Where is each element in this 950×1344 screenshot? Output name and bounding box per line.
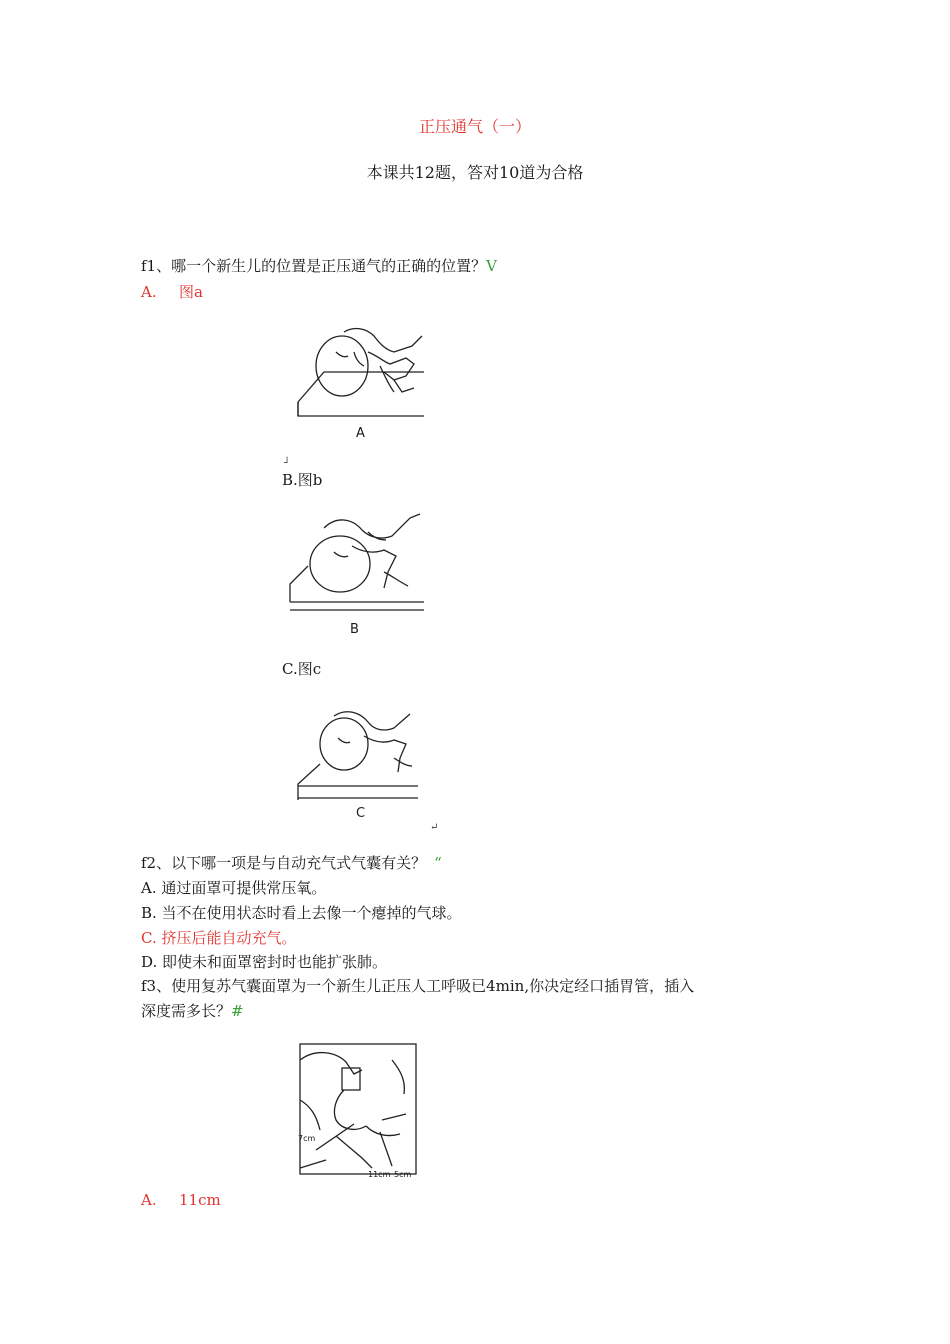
option-a-text: 图a: [179, 283, 203, 301]
question-2-option-a: A. 通过面罩可提供常压氧。: [141, 879, 327, 897]
question-1-option-c: C.图c: [282, 660, 322, 678]
document-subtitle: 本课共12题，答对10道为合格: [366, 163, 584, 182]
question-3-line-1: f3、使用复苏气囊面罩为一个新生儿正压人工呼吸已4min,你决定经口插胃管，插入: [141, 977, 695, 995]
figure-label-5cm: 5cm: [394, 1170, 412, 1179]
figure-b-infant-position: [288, 510, 428, 642]
figure-b-label: B: [350, 622, 359, 637]
question-2-text: f2、以下哪一项是与自动充气式气囊有关？: [141, 854, 427, 872]
question-3-marker: #: [231, 1002, 244, 1020]
option-a-letter: A.: [141, 1191, 157, 1209]
document-title: 正压通气（一）: [418, 117, 531, 136]
figure-c-label: C: [356, 806, 366, 821]
question-1-option-b: B.图b: [282, 471, 323, 489]
question-1-text: f1、哪一个新生儿的位置是正压通气的正确的位置？: [141, 257, 487, 275]
option-a-text: 11cm: [179, 1191, 221, 1209]
return-mark: ↵: [430, 822, 439, 833]
figure-c-infant-position: [294, 708, 424, 824]
question-2-option-b: B. 当不在使用状态时看上去像一个瘪掉的气球。: [141, 904, 462, 922]
question-2-option-d: D. 即使未和面罩密封时也能扩张肺。: [141, 953, 388, 971]
question-1-option-a: [141, 282, 203, 302]
question-2-option-c: C. 挤压后能自动充气。: [141, 929, 297, 947]
figure-a-label: A: [356, 426, 365, 441]
question-3-option-a: [141, 1190, 221, 1210]
question-2-marker: “: [434, 854, 442, 872]
figure-label-11cm: 11cm: [368, 1170, 391, 1179]
figure-gastric-tube-measurement: [296, 1040, 420, 1182]
question-2: [141, 853, 442, 873]
figure-label-7cm: 7cm: [298, 1134, 316, 1143]
question-3-text: 深度需多长？: [141, 1002, 232, 1020]
question-1-marker: V: [486, 257, 497, 275]
figure-a-infant-position: [294, 322, 426, 446]
question-1: [141, 256, 497, 276]
corner-mark: ┘: [284, 458, 291, 469]
question-3-line-2: [141, 1001, 244, 1021]
option-a-letter: A.: [141, 283, 157, 301]
